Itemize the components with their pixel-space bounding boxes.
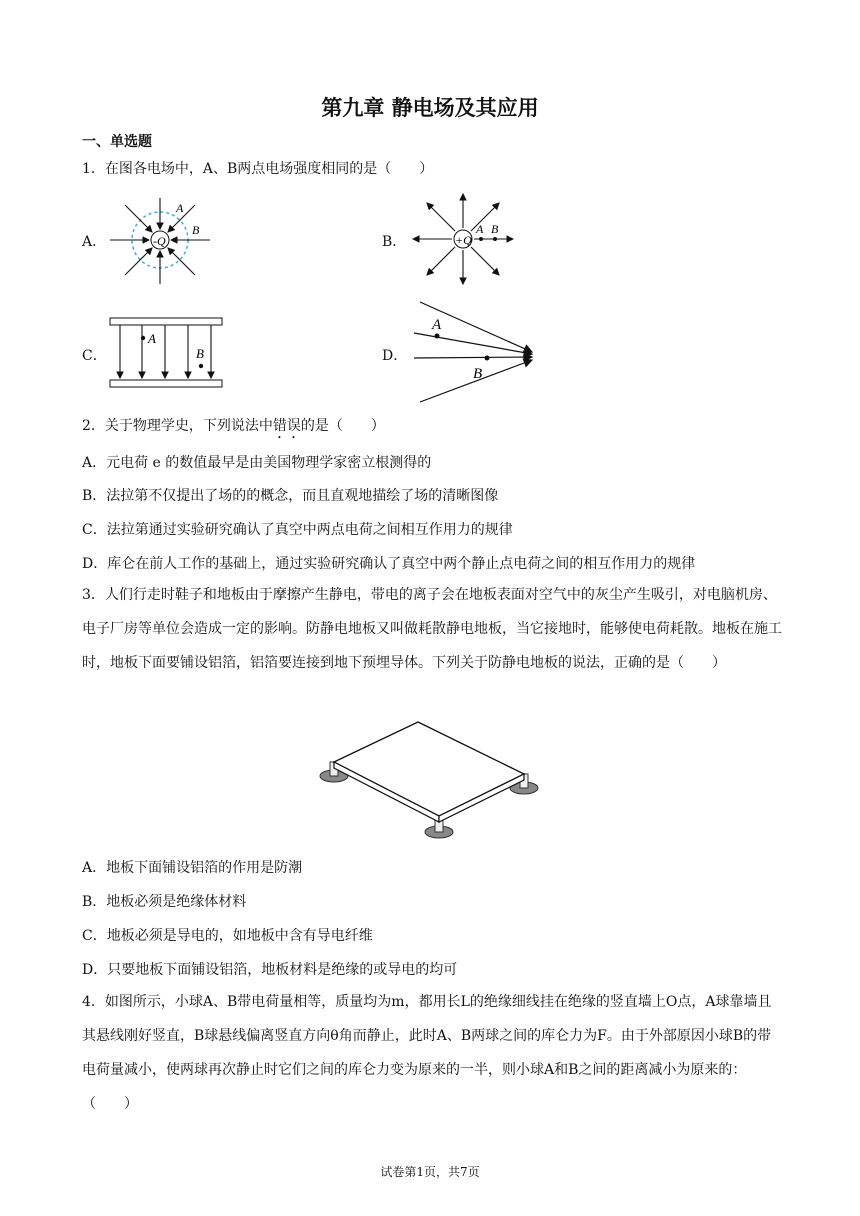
q3-option-b: B．地板必须是绝缘体材料	[82, 894, 247, 910]
q1c-point-b-label: B	[196, 346, 204, 361]
q1-option-a-label: A．	[82, 234, 107, 250]
q2-option-c: C．法拉第通过实验研究确认了真空中两点电荷之间相互作用力的规律	[82, 522, 513, 538]
q1b-point-a-label: A	[476, 222, 484, 236]
q1-stem: 1．在图各电场中，A、B两点电场强度相同的是（ ）	[82, 161, 434, 177]
q1-figure-b	[405, 188, 525, 290]
q1-option-d-label: D．	[382, 348, 408, 364]
q1-figure-d	[412, 300, 538, 404]
q3-option-d: D．只要地板下面铺设铝箔，地板材料是绝缘的或导电的均可	[82, 962, 458, 978]
q1-figure-c	[108, 316, 224, 390]
q1-option-b-label: B．	[382, 234, 407, 250]
q2-stem	[82, 415, 385, 442]
page-title: 第九章 静电场及其应用	[321, 96, 539, 120]
q2-stem-post: 的是（ ）	[300, 418, 385, 434]
q2-stem-pre: 2．关于物理学史，下列说法中	[82, 418, 273, 434]
q1-figure-a	[100, 192, 220, 292]
q2-option-d: D．库仑在前人工作的基础上，通过实验研究确认了真空中两个静止点电荷之间的相互作用力的规律	[82, 556, 696, 572]
q1d-point-a-label: A	[432, 317, 442, 333]
q1a-point-b-label: B	[192, 223, 200, 237]
section-heading: 一、单选题	[82, 134, 152, 150]
q4-stem: 4．如图所示，小球A、B带电荷量相等，质量均为m，都用长L的绝缘细线挂在绝缘的竖直墙上O点，A球靠墙且其悬线刚好竖直，B球悬线偏离竖直方向θ角而静止，此时A、B两球之间的库仑力为F。由于外部原因小球B的带电荷量减小，使两球再次静止时它们之间的库仑力变为原来的一半，则小球A和B之间的距离减小为原来的：（ ）	[82, 994, 772, 1112]
q1c-point-a-label: A	[148, 331, 156, 346]
q1-option-c-label: C．	[82, 348, 107, 364]
q3-stem: 3．人们行走时鞋子和地板由于摩擦产生静电，带电的离子会在地板表面对空气中的灰尘产生吸引，对电脑机房、电子厂房等单位会造成一定的影响。防静电地板又叫做耗散静电地板，当它接地时，能够使电荷耗散。地板在施工时，地板下面要铺设铝箔，铝箔要连接到地下预埋导体。下列关于防静电地板的说法，正确的是（ ）	[82, 587, 782, 671]
q1b-charge-label: +Q	[455, 233, 472, 247]
q2-option-b: B．法拉第不仅提出了场的的概念，而且直观地描绘了场的清晰图像	[82, 488, 499, 504]
q2-stem-emphasis: 错误	[272, 418, 301, 434]
q1a-point-a-label: A	[176, 201, 184, 215]
q1a-charge-label: -Q	[153, 234, 166, 248]
q2-option-a: A．元电荷 e 的数值最早是由美国物理学家密立根测得的	[82, 455, 432, 471]
q3-option-c: C．地板必须是导电的，如地板中含有导电纤维	[82, 928, 373, 944]
floor-figure	[318, 718, 544, 840]
page-footer: 试卷第1页，共7页	[380, 1165, 480, 1179]
q1b-point-b-label: B	[491, 222, 499, 236]
q3-option-a: A．地板下面铺设铝箔的作用是防潮	[82, 860, 303, 876]
q1d-point-b-label: B	[473, 366, 483, 382]
